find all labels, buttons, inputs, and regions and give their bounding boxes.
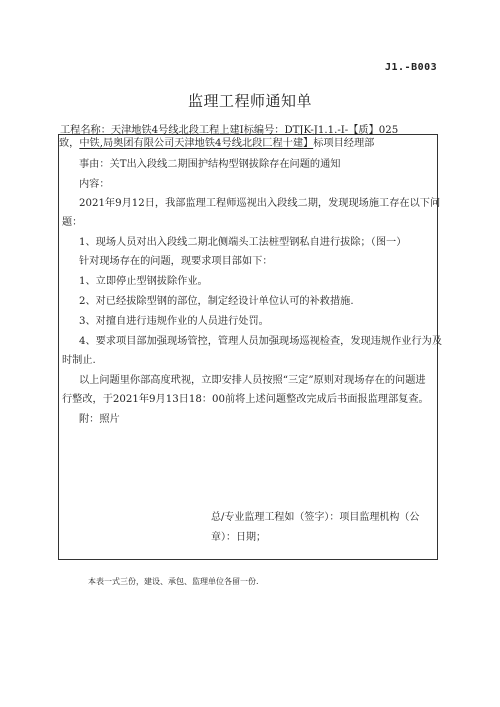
addressee-prefix: 致， bbox=[59, 138, 80, 149]
paragraph-1-line-1: 2021年9月12日，我部监理工程师巡视出入段线二期，发现现场施工存在以下问 bbox=[79, 198, 441, 209]
signature-line-2: 章）：日期； bbox=[211, 532, 266, 543]
attachment-line: 附：照片 bbox=[79, 414, 120, 425]
addressee-line bbox=[59, 135, 437, 152]
paragraph-3: 针对现场存在的问题，现要求项目部如下： bbox=[79, 256, 273, 267]
paragraph-2: 1、现场人员对出入段线二期北侧端头工法桩型钢私自进行拔除；（图一） bbox=[79, 237, 407, 248]
content-label: 内容： bbox=[79, 179, 110, 190]
requirement-item-2: 2、对已经拔除型钢的部位，制定经设计单位认可的补救措施. bbox=[79, 296, 354, 307]
signature-line-1: 总/专业监理工程如（签字）：项目监理机构（公 bbox=[211, 512, 420, 523]
requirement-item-3: 3、对擅自进行违规作业的人员进行处罚。 bbox=[79, 316, 269, 327]
addressee-suffix: 标项目经理部 bbox=[313, 138, 375, 149]
paragraph-1-line-2: 题： bbox=[62, 217, 83, 228]
project-name-line: 工程名称：天津地铁4号线北段工程上建I标编号：DTJK-J1.1.-I-【质】025 bbox=[60, 125, 399, 136]
closing-line-1: 以上问题里你部高度玳视，立即安排人员按照“三定”原则对现场存在的问题进 bbox=[79, 375, 426, 386]
addressee-company: 中铁,局奥团有限公司天津地铁4号线北段匚程十建】 bbox=[79, 138, 314, 149]
requirement-item-4-line-1: 4、要求项目部加强现场管控，管理人员加强现场巡视检查，发现违规作业行为及 bbox=[79, 336, 443, 347]
form-code: J1.-B003 bbox=[385, 62, 438, 73]
closing-line-2: 行整改，于2021年9月13日18：00前将上述问题整改完成后书面报监理部复查。 bbox=[62, 394, 429, 405]
requirement-item-4-line-2: 时制止. bbox=[62, 355, 96, 366]
subject-line: 事由：关T出入段线二期围护结构型钢拔除存在问题的通知 bbox=[79, 159, 341, 170]
requirement-item-1: 1、立即停止型钢拔除作业。 bbox=[79, 276, 208, 287]
footer-note: 本表一式三份，建设、承包、监理单位各留一份. bbox=[88, 577, 259, 586]
page-title: 监理工程师通知单 bbox=[187, 92, 312, 110]
notice-frame bbox=[58, 134, 443, 560]
